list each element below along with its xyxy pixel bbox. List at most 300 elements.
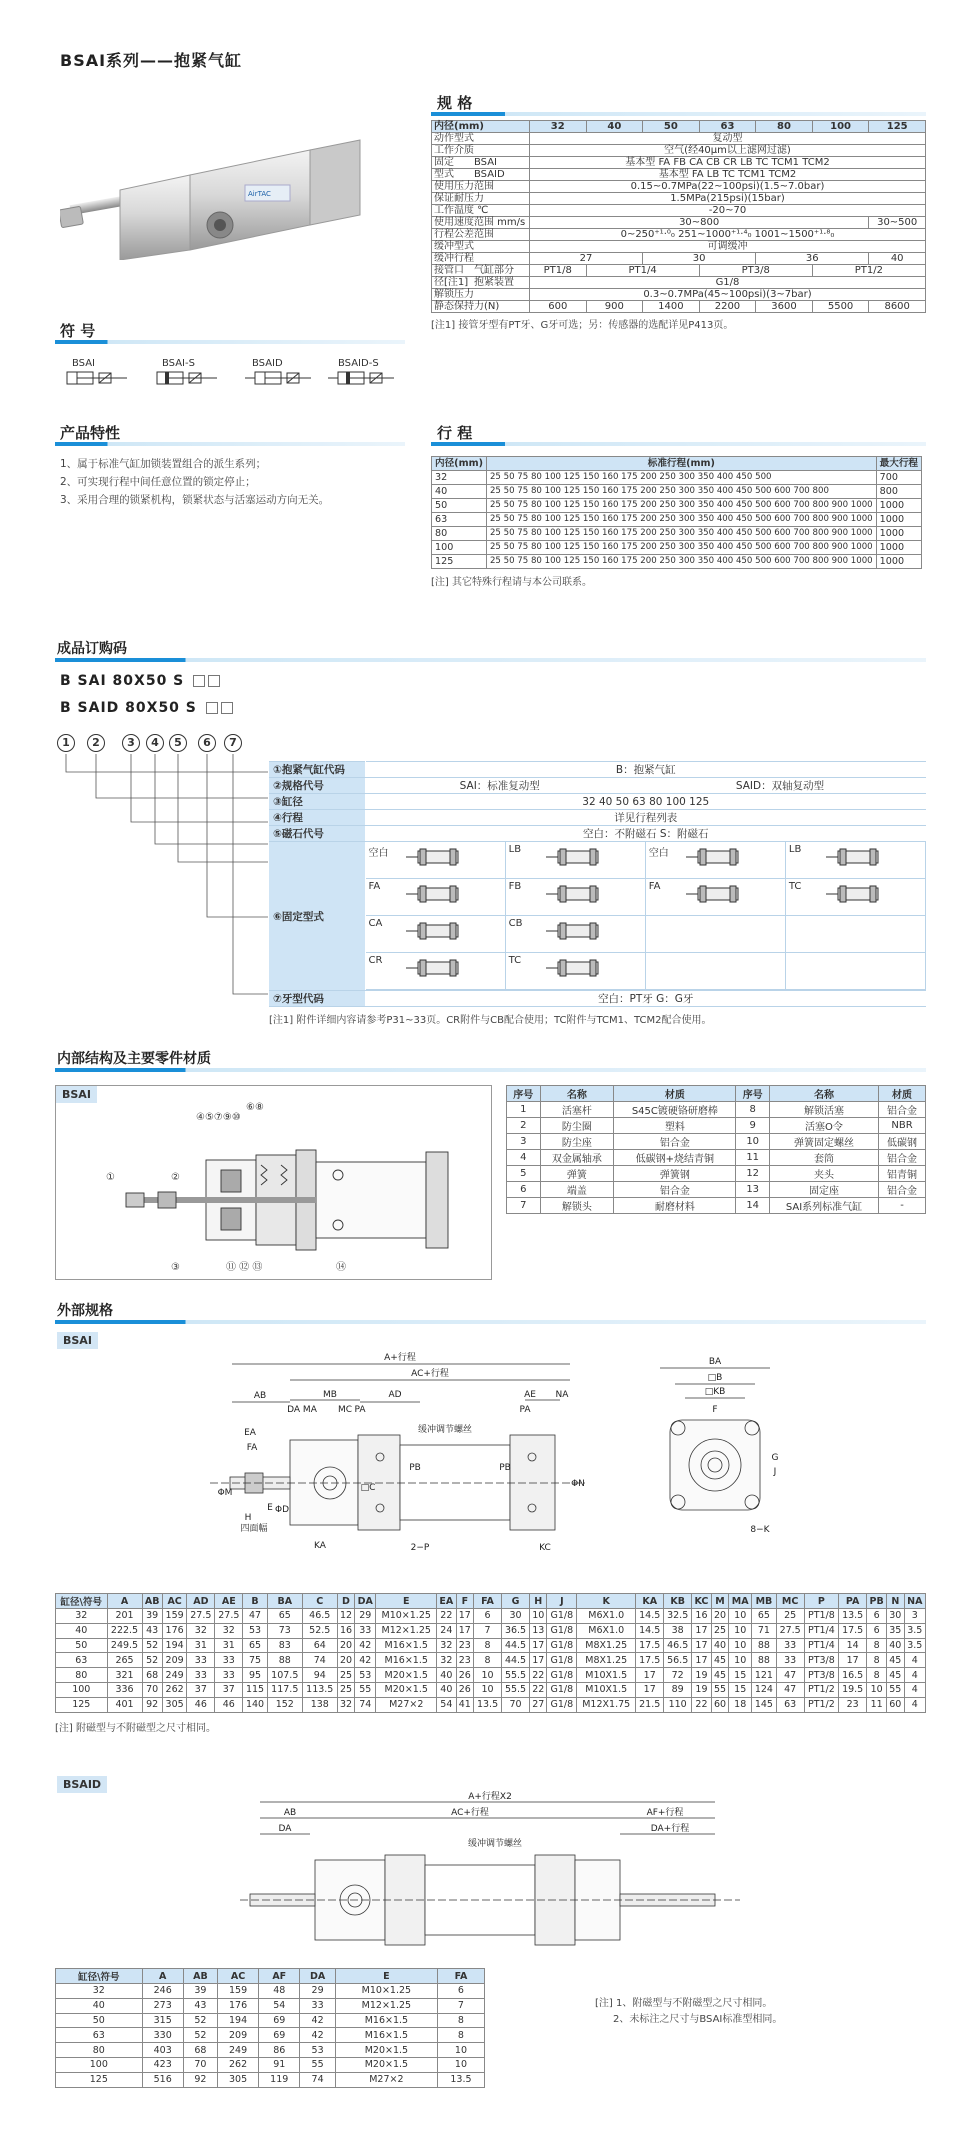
dims-header-cell: H [530, 1594, 547, 1609]
spec-label-main: 固定 [434, 157, 454, 168]
dims-cell: 8 [474, 1653, 502, 1668]
parts-header-cell: 材质 [614, 1086, 736, 1102]
spec-value: 3600 [756, 301, 813, 313]
mount-type-icon [406, 848, 466, 866]
dims-cell: 29 [355, 1609, 376, 1624]
dims-header-cell: AB [142, 1594, 162, 1609]
dims-cell: PT1/4 [804, 1638, 839, 1653]
bsaid-cell: 423 [142, 2057, 183, 2072]
dims-cell: M10X1.5 [577, 1682, 636, 1697]
mount-type-cell [786, 879, 926, 916]
dims-cell: 11 [867, 1697, 887, 1712]
dims-cell: 17 [636, 1668, 664, 1683]
stroke-cell: 63 [432, 513, 487, 527]
dims-cell: 16 [692, 1609, 712, 1624]
mount-type-label: 空白 [368, 848, 389, 859]
parts-row [507, 1166, 926, 1182]
dims-cell: 64 [302, 1638, 337, 1653]
bsaid-row [56, 2013, 485, 2028]
dims-cell: 56.5 [664, 1653, 692, 1668]
dims-cell: 32 [215, 1623, 243, 1638]
order-code-line [60, 673, 220, 689]
dims-cell: 32 [187, 1623, 215, 1638]
stroke-cell: 80 [432, 527, 487, 541]
bsaid-cell: 32 [56, 1984, 143, 1999]
spec-value: 8600 [869, 301, 926, 313]
mount-type-cell [366, 842, 506, 879]
mount-type-icon [826, 848, 886, 866]
dims-cell: 249.5 [107, 1638, 142, 1653]
dims-table [55, 1593, 926, 1734]
spec-value: 36 [756, 253, 869, 265]
spec-value: 0~250⁺¹·⁰₀ 251~1000⁺¹·⁴₀ 1001~1500⁺¹·⁸₀ [529, 229, 925, 241]
mount-type-cell [646, 842, 786, 879]
internal-section-title: 内部结构及主要零件材质 [57, 1051, 211, 1067]
dims-cell: 71 [752, 1623, 776, 1638]
dim-ba: BA [708, 1357, 722, 1367]
spec-row [432, 181, 926, 193]
dims-header-cell: M [711, 1594, 728, 1609]
bsaid-cell: 10 [437, 2057, 484, 2072]
parts-row [507, 1118, 926, 1134]
dims-cell: 40 [56, 1623, 108, 1638]
parts-cell: 4 [507, 1150, 541, 1166]
mount-type-label: TC [788, 881, 802, 892]
svg-text:⑭: ⑭ [336, 1262, 346, 1273]
bsaid-note: [注] 1、附磁型与不附磁型之尺寸相同。 [595, 1998, 773, 2009]
dims-cell: 10 [729, 1638, 752, 1653]
feature-item: 1、属于标准气缸加锁装置组合的派生系列； [60, 458, 267, 470]
dims-cell: G1/8 [547, 1668, 577, 1683]
dims-cell: 88 [267, 1653, 302, 1668]
dims-cell: 262 [162, 1682, 186, 1697]
mount-type-cell [646, 879, 786, 916]
dims-cell: 37 [215, 1682, 243, 1697]
bsaid-cell: 69 [259, 2028, 300, 2043]
svg-text:⑪ ⑫ ⑬: ⑪ ⑫ ⑬ [226, 1262, 263, 1273]
bsaid-cell: 10 [437, 2043, 484, 2058]
spec-row [432, 133, 926, 145]
dims-row [56, 1638, 926, 1653]
bsaid-header-cell: DA [300, 1969, 336, 1984]
dims-cell: 24 [437, 1623, 457, 1638]
spec-label: 解锁压力 [432, 289, 530, 301]
bsaid-cell: 249 [218, 2043, 259, 2058]
dims-cell: 50 [56, 1638, 108, 1653]
svg-text:③: ③ [171, 1262, 180, 1273]
parts-cell: 铝青铜 [879, 1166, 926, 1182]
stroke-note: [注] 其它特殊行程请与本公司联系。 [431, 577, 592, 588]
dims-cell: M8X1.25 [577, 1638, 636, 1653]
order-value: 32 40 50 63 80 100 125 [365, 794, 926, 810]
order-label: ③缸径 [269, 794, 365, 810]
dims-header-cell: MC [776, 1594, 804, 1609]
dims-cell: M27×2 [376, 1697, 437, 1712]
dims-header-cell: AC [162, 1594, 186, 1609]
feature-item: 3、采用合理的锁紧机构，锁紧状态与活塞运动方向无关。 [60, 494, 330, 506]
dims-cell: 14.5 [636, 1623, 664, 1638]
dims-cell: 12 [337, 1609, 354, 1624]
bsaid-cell: 92 [183, 2072, 217, 2087]
order-value: 详见行程列表 [365, 810, 926, 826]
dims-cell: 26 [456, 1682, 473, 1697]
stroke-cell: 700 [876, 471, 921, 485]
dims-cell: 20 [711, 1609, 728, 1624]
symbol-label: BSAI [72, 358, 96, 369]
bsaid-cell: 50 [56, 2013, 143, 2028]
bsaid-row [56, 2028, 485, 2043]
dims-cell: 3 [904, 1609, 925, 1624]
dims-cell: 124 [752, 1682, 776, 1697]
dims-cell: 10 [729, 1623, 752, 1638]
spec-row [432, 229, 926, 241]
dims-cell: G1/8 [547, 1623, 577, 1638]
spec-row [432, 217, 926, 229]
dims-cell: 42 [355, 1638, 376, 1653]
dim-c: □C [360, 1483, 376, 1493]
dims-cell: 53 [243, 1623, 267, 1638]
dims-cell: 6 [867, 1609, 887, 1624]
bsaid-cell: 40 [56, 1998, 143, 2013]
dims-cell: 22 [437, 1609, 457, 1624]
bsaid-cell: 209 [218, 2028, 259, 2043]
bsaid-cell: 315 [142, 2013, 183, 2028]
mount-type-cell [366, 879, 506, 916]
dims-cell: 17 [692, 1638, 712, 1653]
callout-4: 4 [146, 734, 164, 752]
mount-grid-cell [365, 842, 926, 991]
symbol-label: BSAID-S [338, 358, 379, 369]
dims-cell: 194 [162, 1638, 186, 1653]
dim-ad: AD [388, 1390, 402, 1400]
parts-row [507, 1150, 926, 1166]
dim-kb: □KB [704, 1387, 726, 1397]
dims-cell: 70 [142, 1682, 162, 1697]
parts-cell: 8 [736, 1102, 770, 1118]
order-value: SAID：双轴复动型 [634, 778, 926, 794]
spec-label-sub: 抱紧装置 [474, 277, 514, 288]
mount-type-label: FB [508, 881, 522, 892]
parts-row [507, 1134, 926, 1150]
dims-cell: 16.5 [839, 1668, 867, 1683]
dims-cell: 16 [337, 1623, 354, 1638]
dims-cell: 89 [664, 1682, 692, 1697]
dim-j: J [773, 1467, 777, 1477]
mount-type-label: LB [788, 844, 802, 855]
dims-cell: 33 [187, 1653, 215, 1668]
dims-cell: M10×1.25 [376, 1609, 437, 1624]
parts-cell: 铝合金 [879, 1102, 926, 1118]
dims-cell: 32 [337, 1697, 354, 1712]
order-label: ⑥固定型式 [269, 842, 365, 991]
parts-cell: 11 [736, 1150, 770, 1166]
bsaid-row [56, 1998, 485, 2013]
dims-cell: 52.5 [302, 1623, 337, 1638]
stroke-cell: 800 [876, 485, 921, 499]
dims-cell: M6X1.0 [577, 1609, 636, 1624]
dims-cell: 33 [776, 1638, 804, 1653]
dims-header-cell: C [302, 1594, 337, 1609]
spec-value: PT3/8 [699, 265, 812, 277]
dims-cell: PT1/4 [804, 1623, 839, 1638]
bsaid-cell: 262 [218, 2057, 259, 2072]
dim-d: ΦD [274, 1505, 290, 1515]
stroke-cell: 32 [432, 471, 487, 485]
mount-type-label: FA [368, 881, 381, 892]
symbol-label: BSAID [252, 358, 283, 369]
stroke-cell: 25 50 75 80 100 125 150 160 175 200 250 300 350 400 450 500 600 700 800 900 1000 [486, 555, 876, 569]
dims-header-cell: A [107, 1594, 142, 1609]
spec-label: 工作介质 [432, 145, 530, 157]
dims-header-cell: MA [729, 1594, 752, 1609]
dims-cell: 83 [267, 1638, 302, 1653]
bsaid-cell: 52 [183, 2028, 217, 2043]
order-row [269, 762, 926, 778]
bsaid-cell: 80 [56, 2043, 143, 2058]
dims-cell: 25 [711, 1623, 728, 1638]
parts-cell: SAI系列标准气缸 [769, 1198, 878, 1214]
dims-cell: 305 [162, 1697, 186, 1712]
svg-text:④⑤⑦⑨⑩: ④⑤⑦⑨⑩ [196, 1112, 241, 1123]
spec-row [432, 169, 926, 181]
dims-cell: 201 [107, 1609, 142, 1624]
order-code-line [60, 700, 233, 716]
dims-cell: 222.5 [107, 1623, 142, 1638]
dims-cell: 7 [474, 1623, 502, 1638]
dims-cell: 13.5 [474, 1697, 502, 1712]
dims-cell: 55 [355, 1682, 376, 1697]
bsaid-cell: 246 [142, 1984, 183, 1999]
option-box [193, 675, 205, 687]
spec-value: 40 [869, 253, 926, 265]
bsaid-row [56, 2072, 485, 2087]
bsaid-cell: 54 [259, 1998, 300, 2013]
bsaid-cell: 53 [300, 2043, 336, 2058]
bsaid-header-cell: 缸径\符号 [56, 1969, 143, 1984]
stroke-cell: 100 [432, 541, 487, 555]
bsaid-cell: 33 [300, 1998, 336, 2013]
parts-table [506, 1085, 926, 1214]
bsaid-cell: 305 [218, 2072, 259, 2087]
dims-cell: 40 [711, 1638, 728, 1653]
parts-cell: 铝合金 [614, 1182, 736, 1198]
dims-cell: 80 [56, 1668, 108, 1683]
dims-cell: 110 [664, 1697, 692, 1712]
mount-type-icon [546, 922, 606, 940]
spec-row [432, 157, 926, 169]
dims-cell: 73 [267, 1623, 302, 1638]
bsaid-cell: 6 [437, 1984, 484, 1999]
spec-value: 0.15~0.7MPa(22~100psi)(1.5~7.0bar) [529, 181, 925, 193]
dims-cell: 47 [243, 1609, 267, 1624]
dim-pb-2: PB [499, 1463, 511, 1473]
callout-1: 1 [57, 734, 75, 752]
dims-cell: 15 [729, 1682, 752, 1697]
stroke-row [432, 527, 922, 541]
features-divider [55, 442, 405, 446]
parts-cell: 防尘圈 [540, 1118, 614, 1134]
spec-header-cell: 40 [586, 121, 643, 133]
parts-cell: 14 [736, 1198, 770, 1214]
dim-g: G [771, 1453, 779, 1463]
cross-section-drawing [96, 1100, 486, 1275]
dim-h: H [244, 1513, 252, 1523]
dims-cell: 17 [530, 1653, 547, 1668]
dims-header-cell: G [502, 1594, 530, 1609]
dims-cell: 38 [664, 1623, 692, 1638]
cylinder-symbol-icon [245, 370, 315, 386]
dims-cell: 176 [162, 1623, 186, 1638]
dims-cell: M20×1.5 [376, 1682, 437, 1697]
dims-cell: 8 [867, 1668, 887, 1683]
dims-cell: 3.5 [904, 1623, 925, 1638]
spec-row [432, 241, 926, 253]
dims-note: [注] 附磁型与不附磁型之尺寸相同。 [55, 1722, 216, 1734]
dims-cell: 25 [337, 1668, 354, 1683]
parts-row [507, 1182, 926, 1198]
dims-cell: 20 [337, 1653, 354, 1668]
stroke-cell: 25 50 75 80 100 125 150 160 175 200 250 300 350 400 450 500 [486, 471, 876, 485]
dims-cell: 45 [711, 1668, 728, 1683]
parts-header-cell: 序号 [736, 1086, 770, 1102]
parts-cell: 活塞杆 [540, 1102, 614, 1118]
dims-cell: 65 [752, 1609, 776, 1624]
stroke-row [432, 555, 922, 569]
bsai-side-drawing [190, 1340, 610, 1565]
dims-cell: 17 [530, 1638, 547, 1653]
feature-item: 2、可实现行程中间任意位置的锁定停止； [60, 476, 256, 488]
mount-type-cell [506, 842, 646, 879]
order-row [269, 778, 926, 794]
dims-cell: 113.5 [302, 1682, 337, 1697]
order-divider [55, 658, 926, 662]
dims-cell: 32 [437, 1638, 457, 1653]
parts-cell: 6 [507, 1182, 541, 1198]
spec-divider [431, 112, 926, 116]
mount-type-cell [646, 916, 786, 953]
parts-cell: 低碳钢+烧结青铜 [614, 1150, 736, 1166]
stroke-header-cell: 最大行程 [876, 457, 921, 471]
order-table [269, 761, 926, 1026]
dims-cell: 37 [187, 1682, 215, 1697]
spec-row [432, 145, 926, 157]
spec-header-cell: 内径(mm) [432, 121, 530, 133]
order-code-text: B SAID 80X50 S [60, 700, 197, 716]
dims-cell: G1/8 [547, 1697, 577, 1712]
spec-value: 0.3~0.7MPa(45~100psi)(3~7bar) [529, 289, 925, 301]
bsaid-cell: 69 [259, 2013, 300, 2028]
stroke-section-title: 行 程 [437, 424, 473, 442]
bsaid-header-cell: AF [259, 1969, 300, 1984]
dim-b: □B [707, 1373, 723, 1383]
order-value: 空白：PT牙 G：G牙 [365, 991, 926, 1007]
dims-cell: G1/8 [547, 1682, 577, 1697]
dim-pb: PB [409, 1463, 421, 1473]
dim-pa: PA [354, 1405, 366, 1415]
features-list [60, 455, 410, 509]
dim-fa: FA [246, 1443, 258, 1453]
spec-value: 30~800 [529, 217, 868, 229]
dims-cell: 23 [456, 1653, 473, 1668]
bsaid-cell: M16×1.5 [335, 2013, 437, 2028]
order-row-mount [269, 842, 926, 991]
dims-header-row [56, 1594, 926, 1609]
dims-cell: 17 [839, 1653, 867, 1668]
spec-label: 动作型式 [432, 133, 530, 145]
bsaid-cell: 8 [437, 2028, 484, 2043]
dims-cell: 138 [302, 1697, 337, 1712]
dims-cell: 14.5 [636, 1609, 664, 1624]
dims-cell: 401 [107, 1697, 142, 1712]
bsaid-cell: 52 [183, 2013, 217, 2028]
parts-cell: 2 [507, 1118, 541, 1134]
dim-n: ΦN [571, 1479, 585, 1489]
mount-type-cell [506, 916, 646, 953]
dim-e: E [267, 1503, 273, 1513]
dim-mb: MB [323, 1390, 337, 1400]
bsaid-cell: M27×2 [335, 2072, 437, 2087]
spec-value: 2200 [699, 301, 756, 313]
spec-value: G1/8 [529, 277, 925, 289]
symbol-section-title: 符 号 [60, 322, 96, 340]
dim-a-stroke: A+行程 [384, 1353, 416, 1363]
spec-value: 5500 [812, 301, 869, 313]
dims-cell: 72 [664, 1668, 692, 1683]
dims-header-cell: 缸径\符号 [56, 1594, 108, 1609]
four-flat-label: 四面幅 [240, 1524, 268, 1534]
dims-cell: 88 [752, 1653, 776, 1668]
stroke-cell: 1000 [876, 527, 921, 541]
parts-cell: - [879, 1198, 926, 1214]
bsaid-label: BSAID [57, 1776, 107, 1793]
spec-value: PT1/4 [586, 265, 699, 277]
dims-cell: 17.5 [839, 1623, 867, 1638]
dim-m: ΦM [217, 1488, 233, 1498]
bsaid-row [56, 2057, 485, 2072]
parts-cell: 铝合金 [879, 1182, 926, 1198]
dims-cell: 3.5 [904, 1638, 925, 1653]
svg-text:①: ① [106, 1172, 115, 1183]
dims-header-cell: FA [474, 1594, 502, 1609]
bsaid-note: 2、未标注之尺寸与BSAI标准型相同。 [613, 2014, 783, 2025]
spec-value: 可调缓冲 [529, 241, 925, 253]
dims-cell: 249 [162, 1668, 186, 1683]
cylinder-symbol-icon [155, 370, 225, 386]
spec-value: 基本型 FA FB CA CB CR LB TC TCM1 TCM2 [529, 157, 925, 169]
bsai-label: BSAI [57, 1332, 98, 1349]
dims-cell: 47 [776, 1668, 804, 1683]
dims-cell: 209 [162, 1653, 186, 1668]
mount-type-icon [406, 885, 466, 903]
spec-header-row [432, 121, 926, 133]
dims-cell: 33 [187, 1668, 215, 1683]
spec-row [432, 193, 926, 205]
stroke-cell: 1000 [876, 541, 921, 555]
dim-da-ma: DA MA [287, 1405, 317, 1415]
dims-cell: 52 [142, 1653, 162, 1668]
mount-type-label: LB [508, 844, 522, 855]
order-row [269, 991, 926, 1007]
dims-header-cell: KB [664, 1594, 692, 1609]
dims-cell: 25 [776, 1609, 804, 1624]
dims-cell: 35 [887, 1623, 904, 1638]
order-section-title: 成品订购码 [57, 641, 127, 657]
order-code-callouts [56, 732, 271, 1000]
dims-cell: M16×1.5 [376, 1653, 437, 1668]
dims-cell: 63 [56, 1653, 108, 1668]
dims-cell: 6 [867, 1623, 887, 1638]
parts-cell: 5 [507, 1166, 541, 1182]
